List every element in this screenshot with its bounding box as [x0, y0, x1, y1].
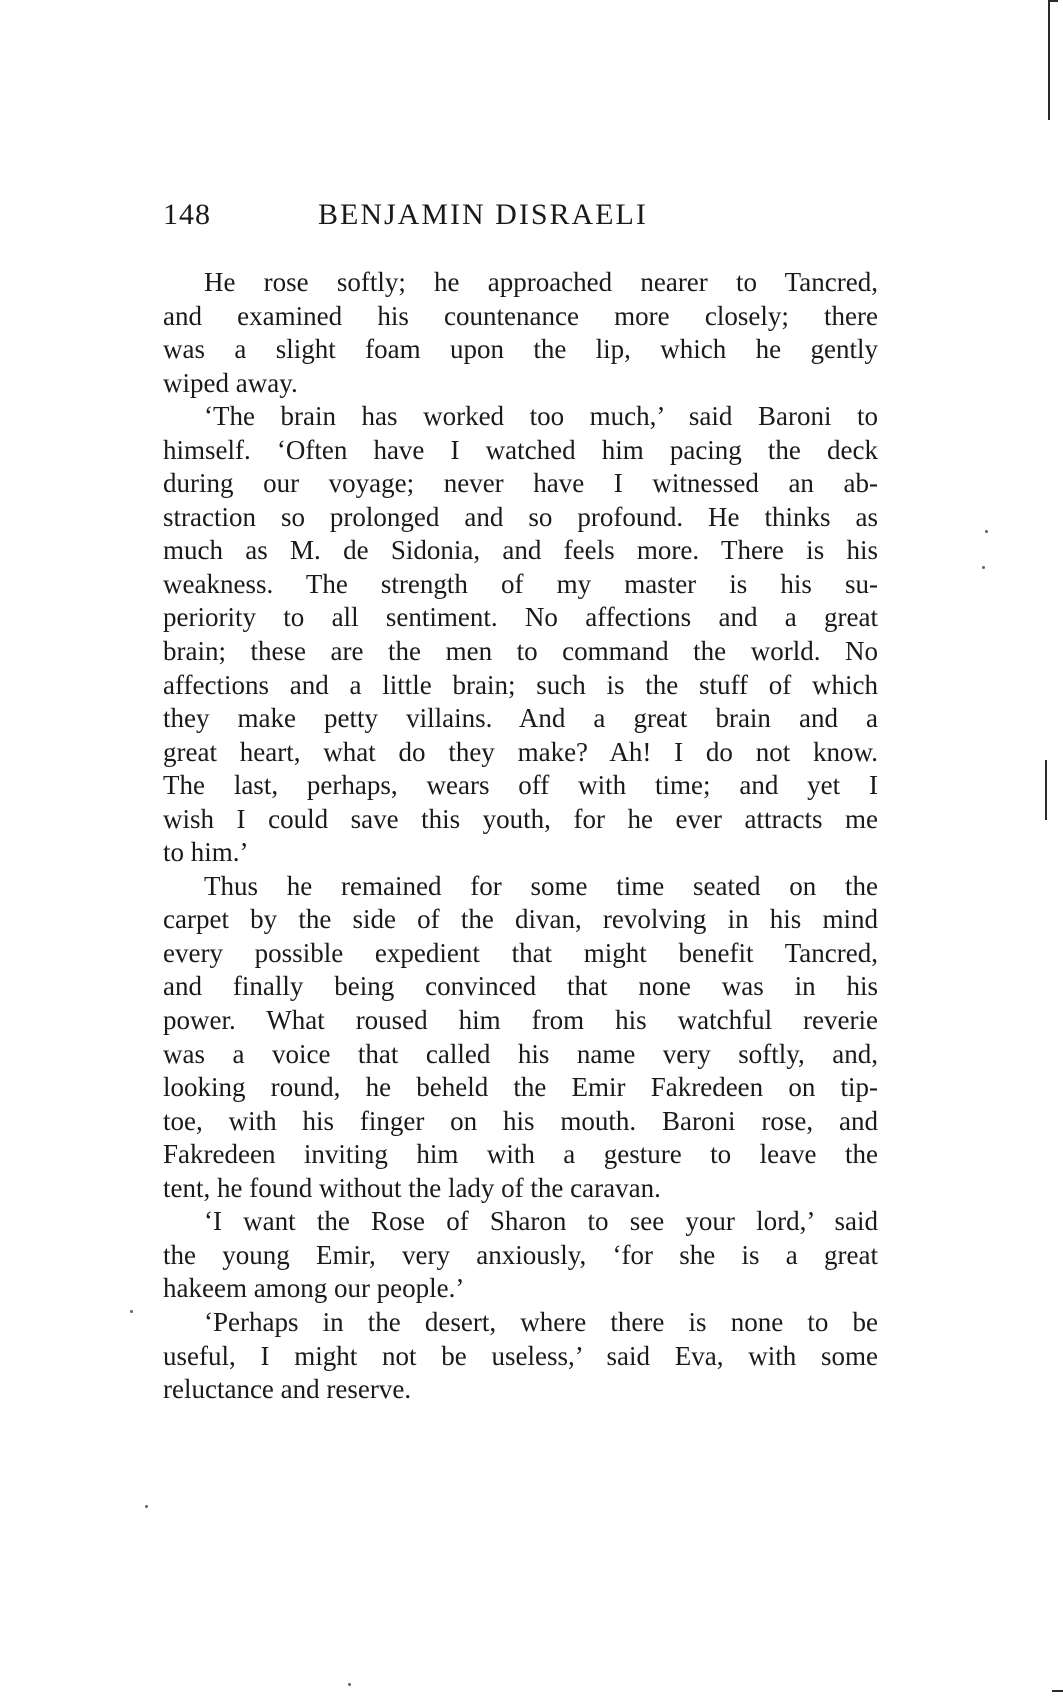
- page-header: [163, 198, 878, 238]
- scan-speck: [982, 566, 985, 569]
- text-line: wiped away.: [163, 367, 298, 398]
- text-line: carpet by the side of the divan, revolving in his mind: [163, 904, 878, 935]
- text-line: straction so prolonged and so profound. He thinks as: [163, 501, 878, 532]
- scan-edge-mark: [1048, 0, 1058, 2]
- text-line: affections and a little brain; such is the stuff of which: [163, 669, 878, 700]
- scan-edge-mark: [1052, 1690, 1063, 1692]
- text-line: brain; these are the men to command the world. No: [163, 636, 878, 667]
- text-line: useful, I might not be useless,’ said Eva, with some: [163, 1340, 878, 1371]
- text-line: during our voyage; never have I witnessed an ab-: [163, 468, 878, 499]
- text-line: Thus he remained for some time seated on the: [204, 870, 878, 901]
- running-title: BENJAMIN DISRAELI: [318, 198, 648, 231]
- text-line: power. What roused him from his watchful reverie: [163, 1005, 878, 1036]
- text-line: periority to all sentiment. No affections and a great: [163, 602, 878, 633]
- text-line: was a slight foam upon the lip, which he gently: [163, 334, 878, 365]
- text-line: looking round, he beheld the Emir Fakredeen on tip-: [163, 1072, 878, 1103]
- text-line: ‘The brain has worked too much,’ said Baroni to: [204, 401, 878, 432]
- scan-speck: [145, 1505, 148, 1508]
- text-line: every possible expedient that might benefit Tancred,: [163, 937, 878, 968]
- scan-edge-mark: [1048, 0, 1050, 120]
- text-line: was a voice that called his name very softly, and,: [163, 1038, 878, 1069]
- text-line: Fakredeen inviting him with a gesture to leave the: [163, 1139, 878, 1170]
- text-line: to him.’: [163, 837, 249, 868]
- text-line: ‘I want the Rose of Sharon to see your lord,’ said: [204, 1206, 878, 1237]
- text-line: much as M. de Sidonia, and feels more. There is his: [163, 535, 878, 566]
- text-line: The last, perhaps, wears off with time; and yet I: [163, 770, 878, 801]
- text-line: wish I could save this youth, for he ever attracts me: [163, 803, 878, 834]
- text-line: He rose softly; he approached nearer to Tancred,: [204, 267, 878, 297]
- text-line: tent, he found without the lady of the caravan.: [163, 1172, 661, 1203]
- text-line: the young Emir, very anxiously, ‘for she is a great: [163, 1239, 878, 1270]
- text-line: himself. ‘Often have I watched him pacing the deck: [163, 434, 878, 465]
- scan-speck: [985, 530, 988, 533]
- text-line: they make petty villains. And a great brain and a: [163, 703, 878, 734]
- text-line: toe, with his finger on his mouth. Baroni rose, and: [163, 1105, 878, 1136]
- text-line: and finally being convinced that none was in his: [163, 971, 878, 1002]
- text-line: ‘Perhaps in the desert, where there is none to be: [204, 1306, 878, 1337]
- text-line: hakeem among our people.’: [163, 1273, 465, 1304]
- page-number: 148: [163, 198, 211, 231]
- scan-edge-mark: [1045, 760, 1047, 820]
- text-line: reluctance and reserve.: [163, 1374, 412, 1405]
- text-line: weakness. The strength of my master is his su-: [163, 568, 878, 599]
- text-line: great heart, what do they make? Ah! I do not know.: [163, 736, 878, 767]
- scan-speck: [130, 1310, 133, 1313]
- text-line: and examined his countenance more closely; there: [163, 300, 878, 331]
- scan-speck: [348, 1683, 351, 1686]
- body-text: [163, 266, 878, 1407]
